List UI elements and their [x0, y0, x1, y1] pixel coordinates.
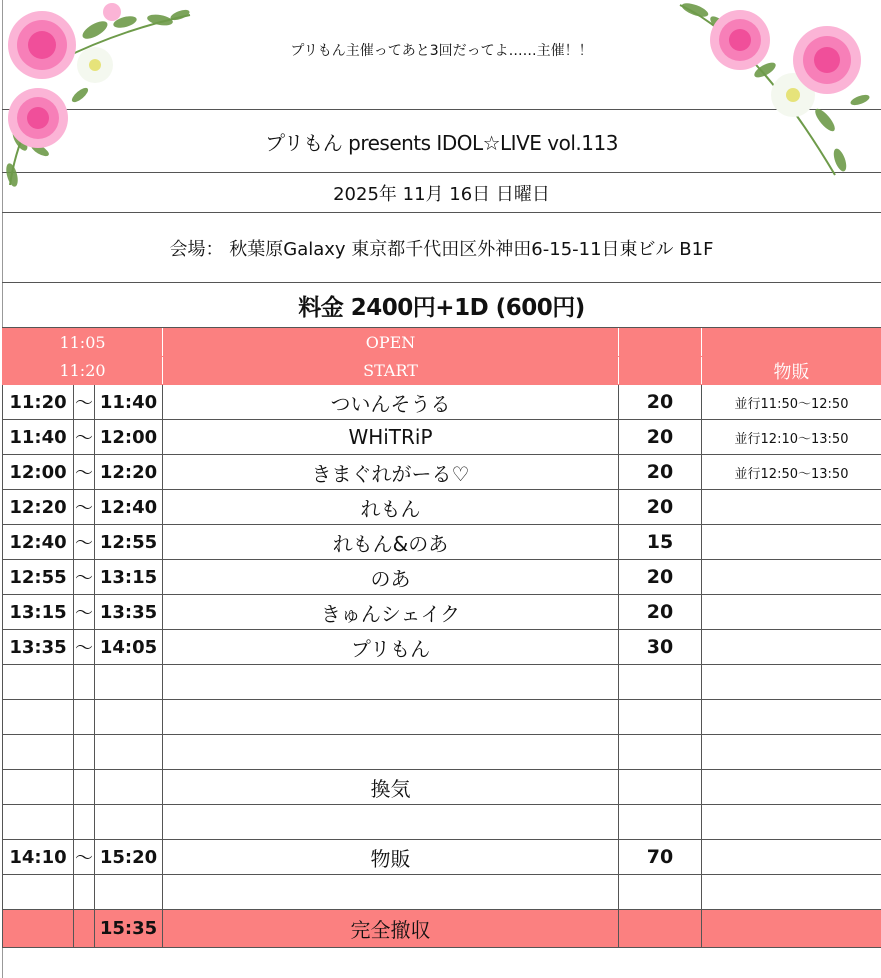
time-start [3, 805, 74, 840]
event-price: 料金 2400円+1D (600円) [2, 283, 881, 328]
merch-info: 並行12:50～13:50 [702, 455, 881, 490]
merch-info [702, 840, 881, 875]
timetable [2, 328, 881, 948]
final-merch [702, 910, 881, 948]
time-end [95, 875, 163, 910]
merch-info [702, 875, 881, 910]
timetable-row [3, 420, 881, 455]
time-end: 12:20 [95, 455, 163, 490]
final-mins [619, 910, 702, 948]
rose-decoration-right [675, 0, 881, 185]
duration-minutes: 20 [619, 595, 702, 630]
timetable-row [3, 595, 881, 630]
merch-info [702, 525, 881, 560]
timetable-row [3, 770, 881, 805]
start-row [3, 357, 881, 385]
performer-name [163, 665, 619, 700]
timetable-row [3, 735, 881, 770]
performer-name: のあ [163, 560, 619, 595]
duration-minutes [619, 735, 702, 770]
time-end: 13:15 [95, 560, 163, 595]
start-time: 11:20 [3, 357, 163, 385]
open-mins [619, 329, 702, 357]
duration-minutes [619, 770, 702, 805]
performer-name [163, 700, 619, 735]
performer-name: れもん [163, 490, 619, 525]
time-end: 15:20 [95, 840, 163, 875]
time-end [95, 665, 163, 700]
performer-name: れもん&のあ [163, 525, 619, 560]
time-start: 12:40 [3, 525, 74, 560]
duration-minutes: 20 [619, 455, 702, 490]
time-separator [74, 875, 95, 910]
time-separator: 〜 [74, 455, 95, 490]
time-separator: 〜 [74, 560, 95, 595]
event-venue: 会場： 秋葉原Galaxy 東京都千代田区外神田6-15-11日東ビル B1F [2, 213, 881, 283]
event-title: プリもん presents IDOL☆LIVE vol.113 [2, 110, 881, 173]
duration-minutes: 20 [619, 560, 702, 595]
time-separator: 〜 [74, 490, 95, 525]
merch-info [702, 770, 881, 805]
start-mins [619, 357, 702, 385]
time-start [3, 665, 74, 700]
timetable-row [3, 840, 881, 875]
time-start: 12:55 [3, 560, 74, 595]
rose-decoration-left [0, 0, 200, 190]
time-separator: 〜 [74, 840, 95, 875]
merch-header: 物販 [702, 357, 881, 385]
merch-info [702, 595, 881, 630]
timetable-row [3, 525, 881, 560]
performer-name: プリもん [163, 630, 619, 665]
duration-minutes [619, 805, 702, 840]
organizer-note: プリもん主催ってあと3回だってよ……主催！！ [2, 0, 881, 110]
time-end: 12:40 [95, 490, 163, 525]
time-separator [74, 770, 95, 805]
time-separator: 〜 [74, 630, 95, 665]
performer-name: きまぐれがーる♡ [163, 455, 619, 490]
merch-info [702, 805, 881, 840]
open-time: 11:05 [3, 329, 163, 357]
time-separator [74, 805, 95, 840]
duration-minutes: 20 [619, 385, 702, 420]
open-label: OPEN [163, 329, 619, 357]
performer-name: 物販 [163, 840, 619, 875]
timetable-row [3, 700, 881, 735]
final-label: 完全撤収 [163, 910, 619, 948]
time-end [95, 770, 163, 805]
merch-info [702, 665, 881, 700]
time-end: 14:05 [95, 630, 163, 665]
merch-info [702, 630, 881, 665]
timetable-row [3, 665, 881, 700]
time-end [95, 700, 163, 735]
timetable-row [3, 490, 881, 525]
time-separator: 〜 [74, 385, 95, 420]
time-separator: 〜 [74, 525, 95, 560]
final-separator [74, 910, 95, 948]
time-separator: 〜 [74, 420, 95, 455]
performer-name: ついんそうる [163, 385, 619, 420]
time-start: 13:15 [3, 595, 74, 630]
duration-minutes: 20 [619, 490, 702, 525]
time-end: 12:55 [95, 525, 163, 560]
open-merch [702, 329, 881, 357]
time-end: 11:40 [95, 385, 163, 420]
timetable-row [3, 455, 881, 490]
timetable-row [3, 560, 881, 595]
time-separator [74, 735, 95, 770]
timetable-row [3, 875, 881, 910]
time-start: 12:00 [3, 455, 74, 490]
duration-minutes [619, 700, 702, 735]
performer-name [163, 875, 619, 910]
timetable-row [3, 630, 881, 665]
time-separator [74, 665, 95, 700]
time-start [3, 875, 74, 910]
time-start [3, 700, 74, 735]
performer-name [163, 805, 619, 840]
merch-info [702, 700, 881, 735]
event-date: 2025年 11月 16日 日曜日 [2, 173, 881, 213]
final-end: 15:35 [95, 910, 163, 948]
time-separator [74, 700, 95, 735]
start-label: START [163, 357, 619, 385]
merch-info [702, 490, 881, 525]
duration-minutes: 70 [619, 840, 702, 875]
time-start: 14:10 [3, 840, 74, 875]
merch-info [702, 735, 881, 770]
time-start [3, 735, 74, 770]
time-end [95, 805, 163, 840]
performer-name: きゅんシェイク [163, 595, 619, 630]
duration-minutes: 15 [619, 525, 702, 560]
time-start: 11:40 [3, 420, 74, 455]
duration-minutes: 30 [619, 630, 702, 665]
time-end: 13:35 [95, 595, 163, 630]
performer-name [163, 735, 619, 770]
time-separator: 〜 [74, 595, 95, 630]
timetable-row [3, 805, 881, 840]
open-row [3, 329, 881, 357]
merch-info [702, 560, 881, 595]
duration-minutes [619, 875, 702, 910]
time-start: 12:20 [3, 490, 74, 525]
timetable-row [3, 385, 881, 420]
duration-minutes [619, 665, 702, 700]
time-start [3, 770, 74, 805]
final-start [3, 910, 74, 948]
performer-name: 換気 [163, 770, 619, 805]
performer-name: WHiTRiP [163, 420, 619, 455]
merch-info: 並行11:50～12:50 [702, 385, 881, 420]
merch-info: 並行12:10～13:50 [702, 420, 881, 455]
duration-minutes: 20 [619, 420, 702, 455]
teardown-row [3, 910, 881, 948]
time-end: 12:00 [95, 420, 163, 455]
time-end [95, 735, 163, 770]
time-start: 13:35 [3, 630, 74, 665]
time-start: 11:20 [3, 385, 74, 420]
